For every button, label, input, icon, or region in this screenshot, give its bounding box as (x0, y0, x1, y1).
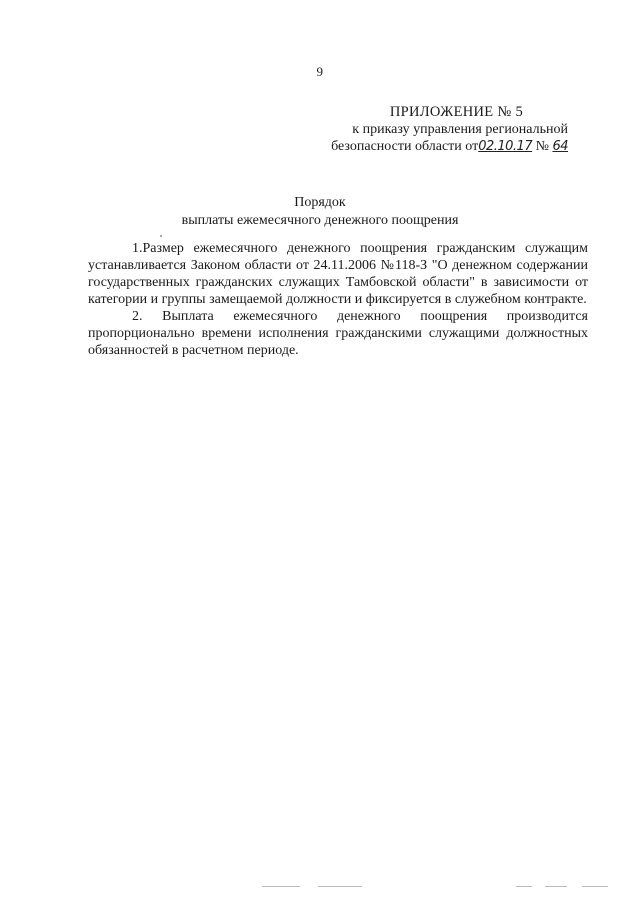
appendix-header (318, 104, 568, 155)
scan-dot (160, 235, 162, 237)
document-body (88, 240, 588, 359)
handwritten-number: 64 (552, 139, 568, 154)
handwritten-date: 02.10.17 (478, 139, 533, 154)
paragraph-2: 2. Выплата ежемесячного денежного поощрения производится пропорционально времени исполнения гражданскими служащими должностных обязанностей в расчетном периоде. (88, 309, 588, 358)
document-heading (0, 194, 640, 230)
page-number: 9 (316, 64, 324, 79)
heading-subtitle: выплаты ежемесячного денежного поощрения (181, 213, 459, 228)
appendix-order-line: к приказу управления региональной (352, 122, 568, 137)
paragraph-1: 1.Размер ежемесячного денежного поощрения гражданским служащим устанавливается Законом области от 24.11.2006 №118-З "О денежном содержании государственных гражданских служащих Тамбовской области" в зависимости от категории и группы замещаемой должности и фиксируется в служебном контракте. (88, 241, 588, 307)
appendix-date-line (318, 138, 568, 155)
appendix-title: ПРИЛОЖЕНИЕ № 5 (389, 104, 523, 120)
scan-footer-artifacts (0, 876, 640, 896)
number-sign: № (535, 139, 549, 154)
appendix-date-prefix: безопасности области от (331, 139, 479, 154)
heading-title: Порядок (294, 195, 346, 210)
